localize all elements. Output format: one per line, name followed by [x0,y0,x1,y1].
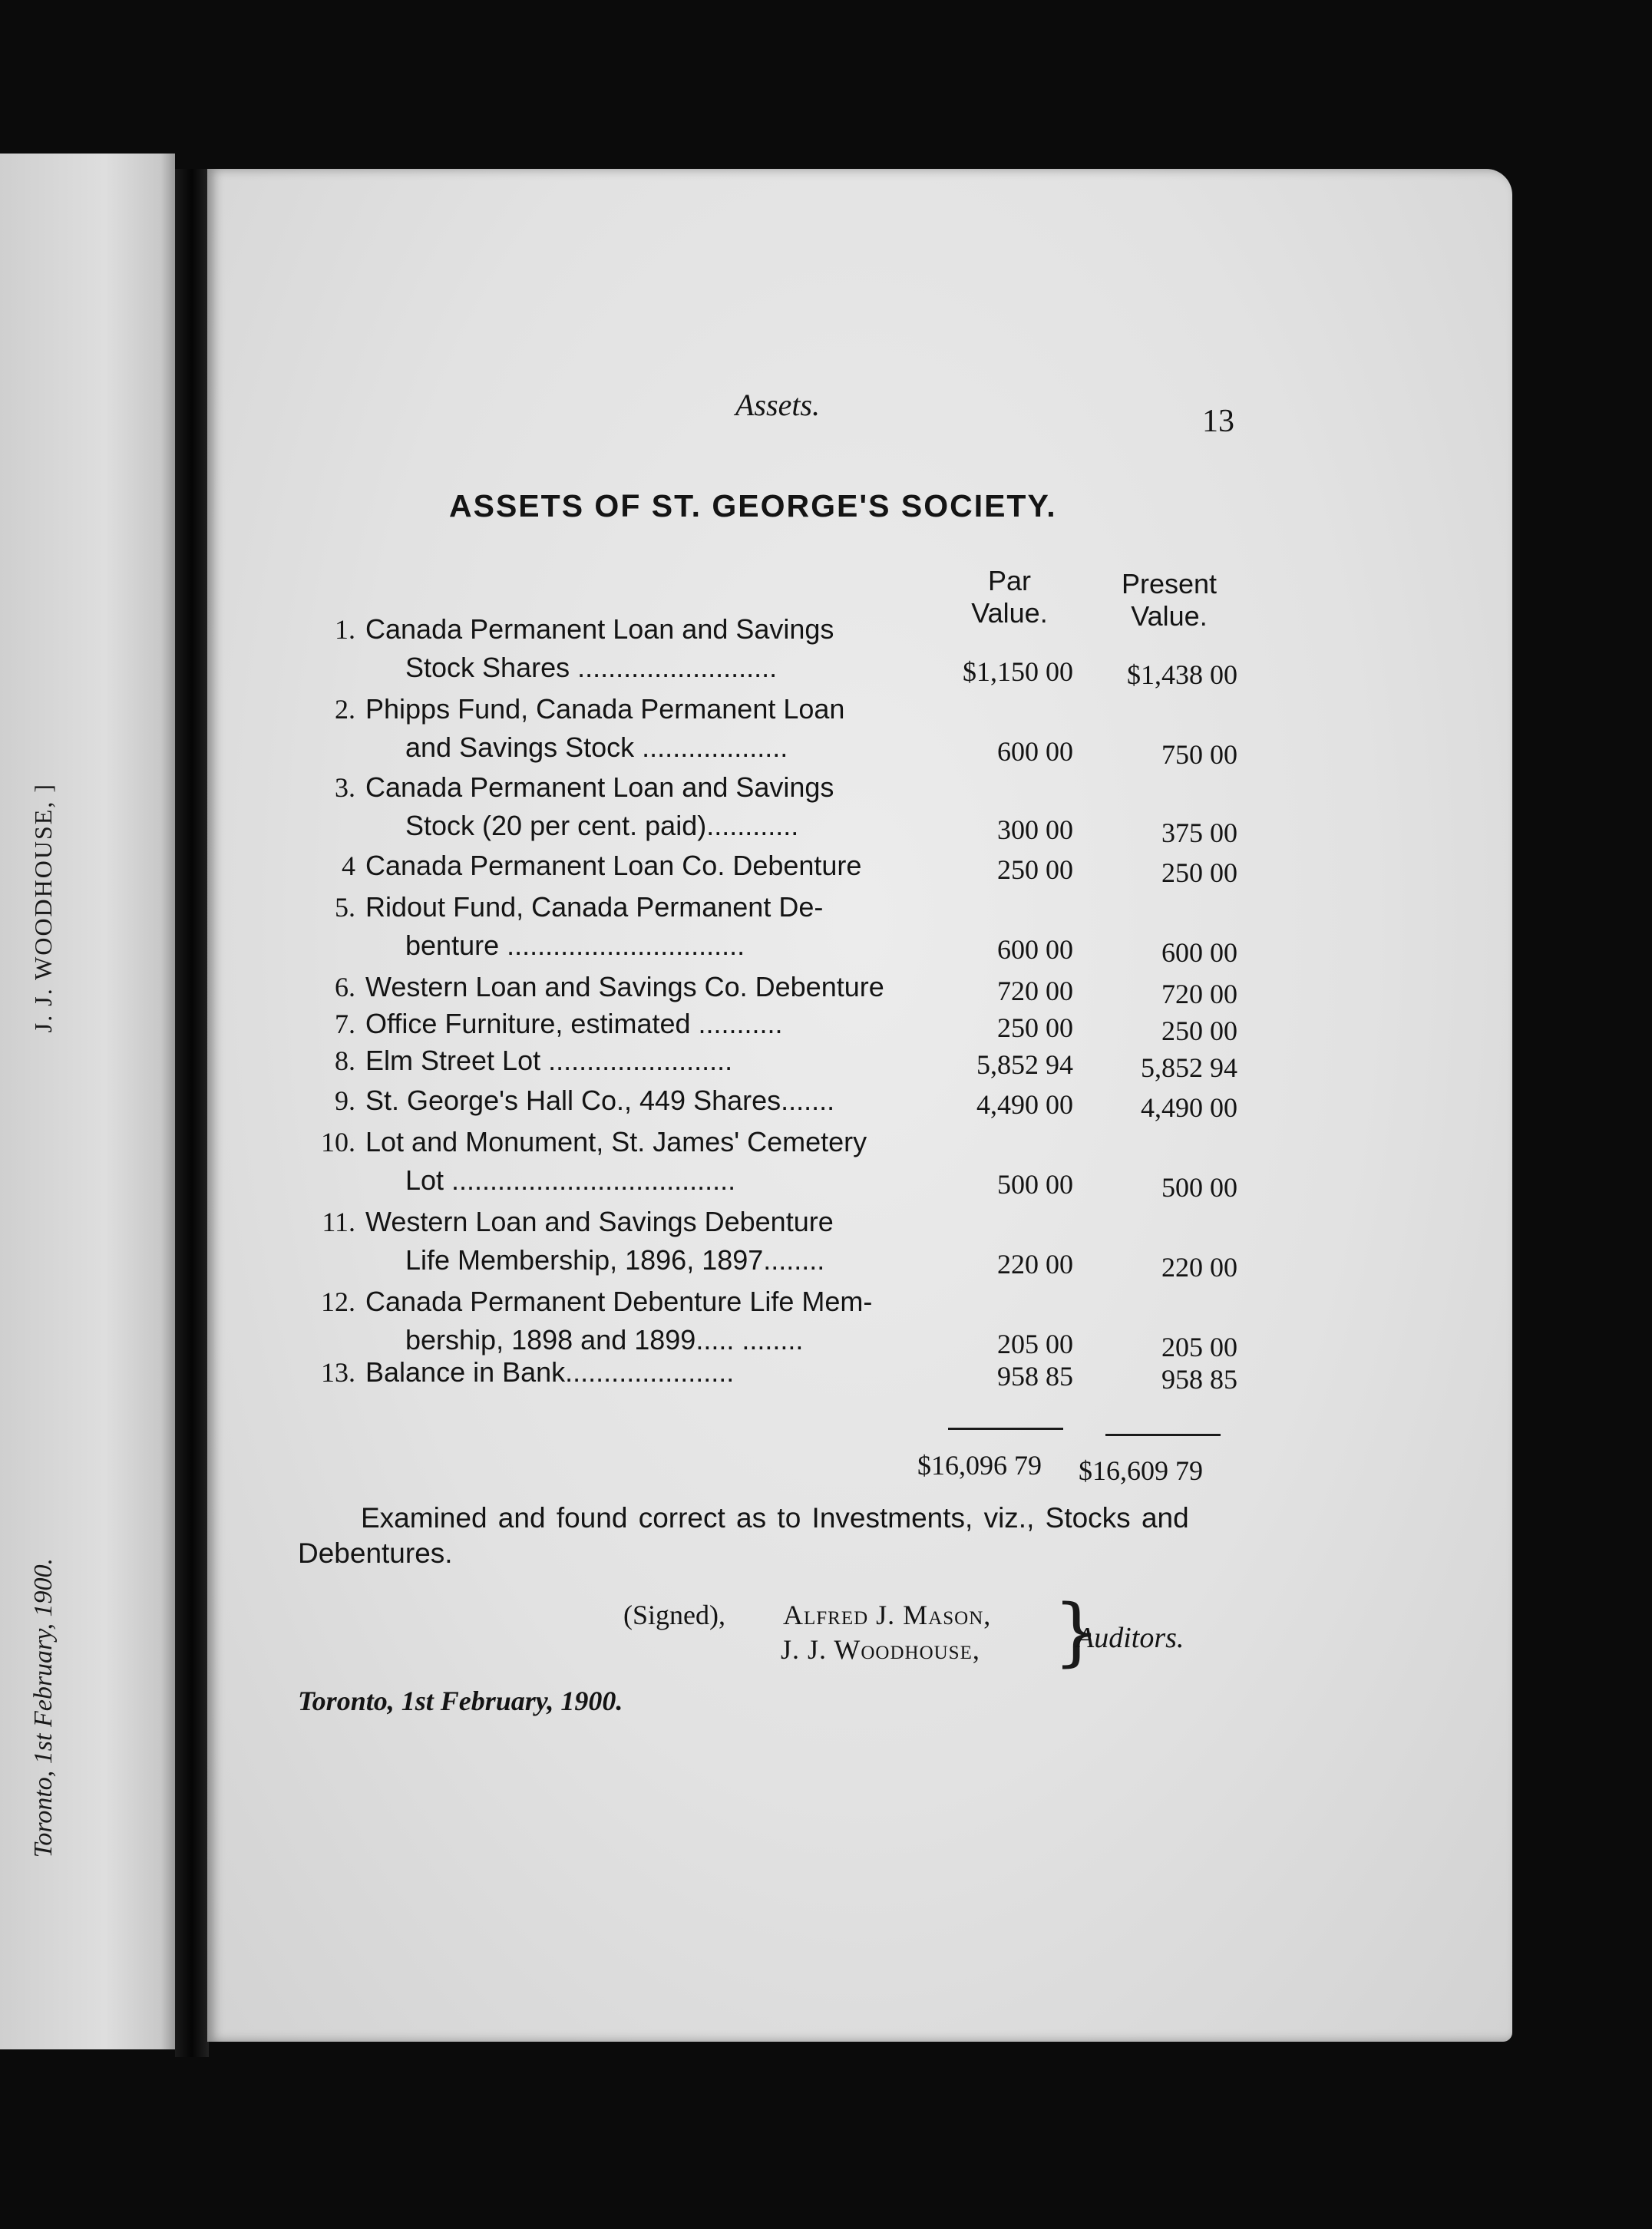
asset-item-description: Elm Street Lot ........................ [365,1045,733,1076]
asset-par-value: 600 00 [997,934,1073,965]
asset-par-value: $1,150 00 [963,656,1073,687]
previous-page-fragment [0,154,175,2049]
total-present-value: $16,609 79 [1079,1455,1203,1486]
asset-item-description: benture ............................... [405,930,745,961]
page-title: ASSETS OF ST. GEORGE'S SOCIETY. [449,488,1057,523]
asset-item-number: 10. [321,1127,355,1157]
asset-par-value: 4,490 00 [976,1089,1073,1120]
asset-item-description: Canada Permanent Loan Co. Debenture [365,850,862,881]
asset-present-value: 720 00 [1161,979,1237,1009]
asset-item-description: Phipps Fund, Canada Permanent Loan [365,693,845,725]
asset-par-value: 958 85 [997,1361,1073,1392]
asset-item-description: Western Loan and Savings Co. Debenture [365,971,884,1002]
asset-present-value: $1,438 00 [1127,659,1237,690]
asset-par-value: 205 00 [997,1329,1073,1359]
asset-present-value: 4,490 00 [1141,1092,1237,1123]
asset-item-description: Canada Permanent Debenture Life Mem- [365,1286,873,1317]
signed-label: (Signed), [623,1600,725,1630]
asset-par-value: 5,852 94 [976,1049,1073,1080]
asset-item-number: 8. [335,1045,355,1076]
asset-present-value: 205 00 [1161,1332,1237,1362]
asset-par-value: 500 00 [997,1169,1073,1200]
asset-item-description: Office Furniture, estimated ........... [365,1008,783,1039]
asset-item-description: Ridout Fund, Canada Permanent De- [365,891,824,923]
asset-item-number: 2. [335,694,355,725]
asset-par-value: 250 00 [997,1012,1073,1043]
asset-present-value: 750 00 [1161,739,1237,770]
previous-page-signature: J. J. WOODHOUSE, ] [29,783,57,1033]
examined-statement: Examined and found correct as to Investments, viz., Stocks and Debentures. [298,1502,1189,1569]
place-and-date: Toronto, 1st February, 1900. [298,1686,623,1716]
asset-par-value: 720 00 [997,976,1073,1006]
asset-item-description: St. George's Hall Co., 449 Shares....... [365,1085,835,1116]
auditor-name: J. J. Woodhouse, [781,1634,980,1665]
asset-present-value: 600 00 [1161,937,1237,968]
asset-item-description: Life Membership, 1896, 1897........ [405,1244,825,1276]
asset-item-description: bership, 1898 and 1899..... ........ [405,1324,804,1356]
asset-item-number: 13. [321,1357,355,1388]
book-gutter [175,169,209,2057]
present-total-rule [1105,1434,1221,1436]
asset-item-number: 3. [335,772,355,803]
asset-par-value: 600 00 [997,736,1073,767]
asset-item-description: Lot and Monument, St. James' Cemetery [365,1126,867,1157]
asset-item-description: Canada Permanent Loan and Savings [365,613,834,645]
asset-item-description: and Savings Stock ................... [405,731,788,763]
asset-present-value: 500 00 [1161,1172,1237,1203]
asset-present-value: 958 85 [1161,1364,1237,1395]
total-par-value: $16,096 79 [917,1450,1042,1481]
asset-item-number: 11. [322,1207,355,1237]
auditors-brace: } [1053,1589,1101,1675]
asset-item-number: 9. [335,1085,355,1116]
previous-page-date: Toronto, 1st February, 1900. [29,1558,58,1858]
asset-present-value: 250 00 [1161,1015,1237,1046]
asset-present-value: 5,852 94 [1141,1052,1237,1083]
column-header-par-value: Par Value. [971,565,1048,629]
asset-present-value: 220 00 [1161,1252,1237,1283]
asset-par-value: 250 00 [997,854,1073,885]
running-head: Assets. [735,388,820,422]
asset-item-number: 4 [342,850,355,881]
asset-item-number: 5. [335,892,355,923]
asset-item-number: 1. [335,614,355,645]
page-number: 13 [1202,404,1234,439]
asset-item-number: 7. [335,1009,355,1039]
asset-present-value: 375 00 [1161,817,1237,848]
auditor-name: Alfred J. Mason, [783,1600,992,1630]
asset-par-value: 220 00 [997,1249,1073,1280]
auditors-label: Auditors. [1076,1622,1184,1654]
asset-item-number: 12. [321,1286,355,1317]
asset-item-description: Stock (20 per cent. paid)............ [405,810,799,841]
asset-present-value: 250 00 [1161,857,1237,888]
asset-item-description: Western Loan and Savings Debenture [365,1206,834,1237]
column-header-present-value: Present Value. [1121,568,1218,632]
asset-par-value: 300 00 [997,814,1073,845]
asset-item-description: Canada Permanent Loan and Savings [365,771,834,803]
asset-item-description: Balance in Bank...................... [365,1356,735,1388]
asset-item-description: Stock Shares .......................... [405,652,778,683]
asset-item-description: Lot ..................................... [405,1164,736,1196]
asset-item-number: 6. [335,972,355,1002]
par-total-rule [948,1428,1063,1430]
